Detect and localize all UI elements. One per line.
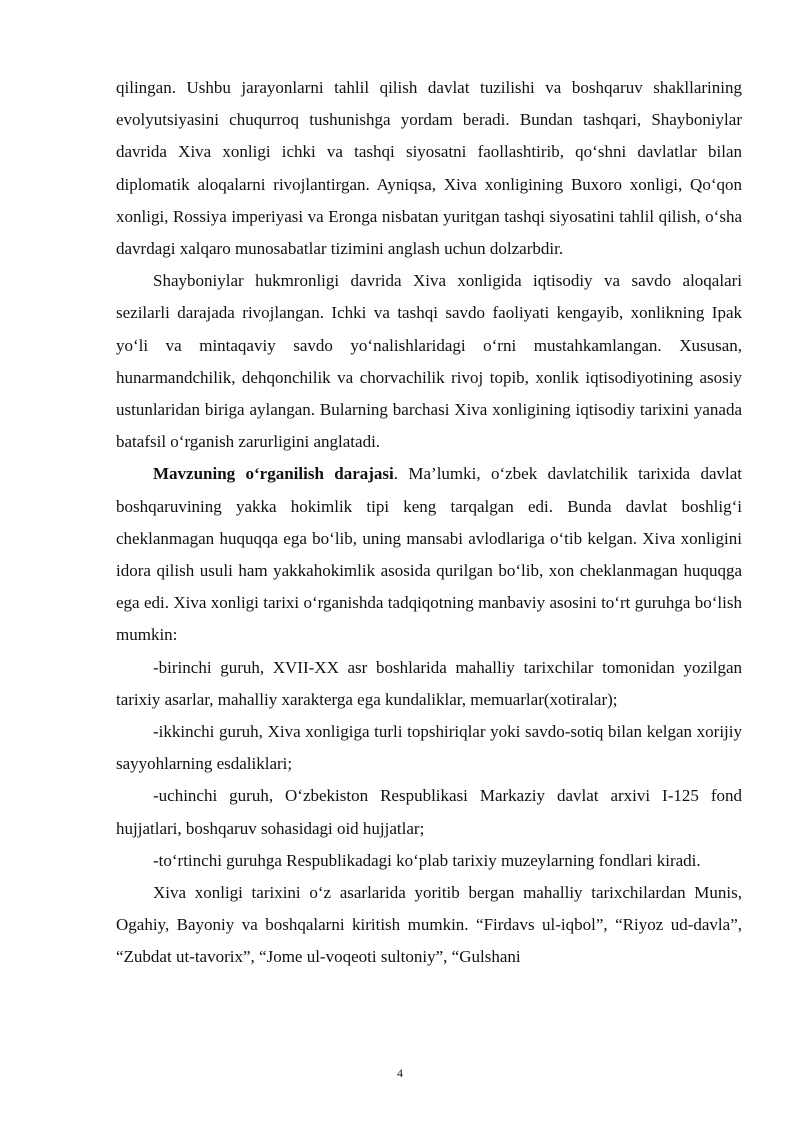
paragraph-3 <box>116 458 742 651</box>
body-text <box>116 72 742 974</box>
paragraph-3-text: . Ma’lumki, o‘zbek davlatchilik tarixida davlat boshqaruvining yakka hokimlik tipi keng tarqalgan edi. Bunda davlat boshlig‘i cheklanmagan huquqqa ega bo‘lib, uning mansabi avlodlariga o‘tib kelgan. Xiva xonligini idora qilish usuli ham yakkahokimlik asosida qurilgan bo‘lib, xon cheklanmagan huquqga ega edi. Xiva xonligi tarixi o‘rganishda tadqiqotning manbaviy asosini to‘rt guruhga bo‘lish mumkin: <box>116 464 742 645</box>
page-number: 4 <box>397 1066 403 1080</box>
list-item-1: -birinchi guruh, XVII-XX asr boshlarida mahalliy tarixchilar tomonidan yozilgan tarixiy asarlar, mahalliy xarakterga ega kundaliklar, memuarlar(xotiralar); <box>116 657 742 709</box>
list-item-2: -ikkinchi guruh, Xiva xonligiga turli topshiriqlar yoki savdo-sotiq bilan kelgan xorijiy sayyohlarning esdaliklari; <box>116 722 742 774</box>
list-item-3: -uchinchi guruh, O‘zbekiston Respublikasi Markaziy davlat arxivi I-125 fond hujjatlari, boshqaruv sohasidagi oid hujjatlar; <box>116 786 742 838</box>
list-item-4: -to‘rtinchi guruhga Respublikadagi ko‘plab tarixiy muzeylarning fondlari kiradi. <box>153 850 701 870</box>
paragraph-2: Shayboniylar hukmronligi davrida Xiva xonligida iqtisodiy va savdo aloqalari sezilarli darajada rivojlangan. Ichki va tashqi savdo faoliyati kengayib, xonlikning Ipak yo‘li va mintaqaviy savdo yo‘nalishlaridagi o‘rni mustahkamlangan. Xususan, hunarmandchilik, dehqonchilik va chorvachilik rivoj topib, xonlik iqtisodiyotining asosiy ustunlaridan biriga aylangan. Bularning barchasi Xiva xonligining iqtisodiy tarixini yanada batafsil o‘rganish zarurligini anglatadi. <box>116 271 742 452</box>
paragraph-8: Xiva xonligi tarixini o‘z asarlarida yoritib bergan mahalliy tarixchilardan Munis, Ogahiy, Bayoniy va boshqalarni kiritish mumkin. “Firdavs ul-iqbol”, “Riyoz ud-davla”, “Zubdat ut-tavorix”, “Jome ul-voqeoti sultoniy”, “Gulshani <box>116 883 742 967</box>
section-heading-inline: Mavzuning o‘rganilish darajasi <box>153 464 394 484</box>
paragraph-1: qilingan. Ushbu jarayonlarni tahlil qilish davlat tuzilishi va boshqaruv shakllarining evolyutsiyasini chuqurroq tushunishga yordam beradi. Bundan tashqari, Shayboniylar davrida Xiva xonligi ichki va tashqi siyosatni faollashtirib, qo‘shni davlatlar bilan diplomatik aloqalarni rivojlantirgan. Ayniqsa, Xiva xonligining Buxoro xonligi, Qo‘qon xonligi, Rossiya imperiyasi va Eronga nisbatan yuritgan tashqi siyosatini tahlil qilish, o‘sha davrdagi xalqaro munosabatlar tizimini anglash uchun dolzarbdir. <box>116 78 742 259</box>
